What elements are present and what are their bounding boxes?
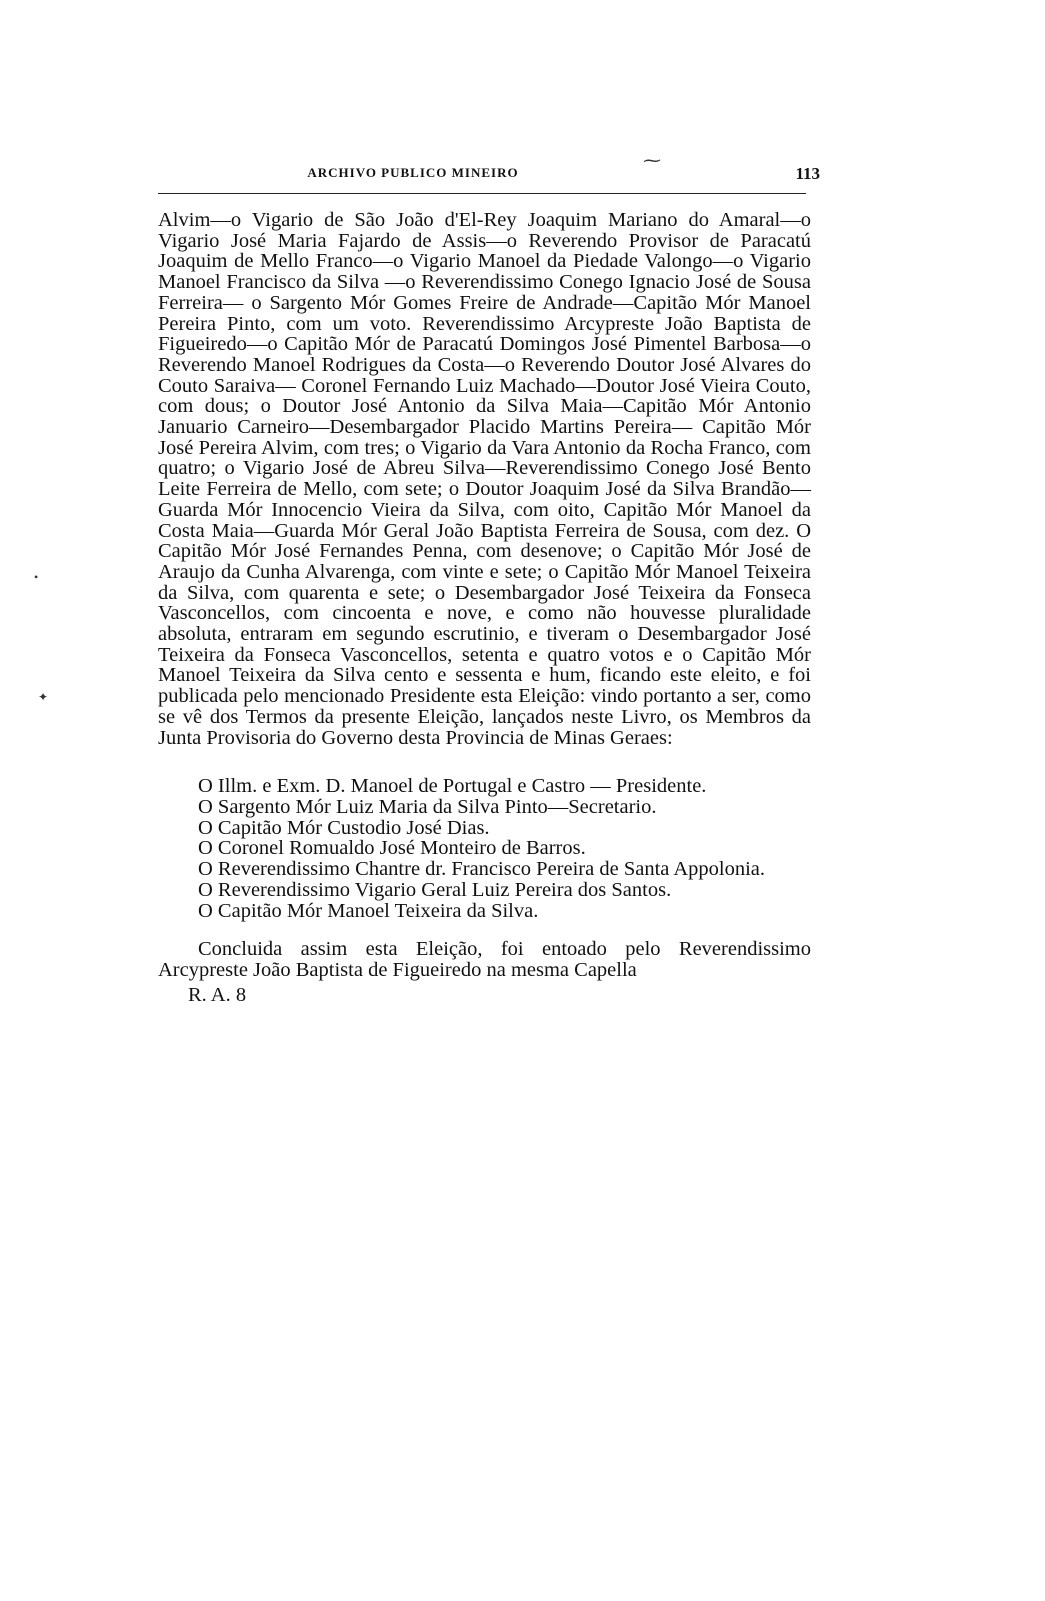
closing-paragraph: Concluida assim esta Eleição, foi entoado pelo Reverendissimo Arcypreste João Baptista de Figueiredo na mesma Capella	[158, 938, 811, 981]
list-item: O Coronel Romualdo José Monteiro de Barros.	[198, 837, 586, 860]
running-title: ARCHIVO PUBLICO MINEIRO	[307, 165, 519, 180]
list-item: O Reverendissimo Chantre dr. Francisco Pereira de Santa Appolonia.	[198, 858, 766, 881]
members-list	[158, 776, 811, 921]
header-rule	[158, 193, 806, 194]
page-number: 113	[795, 164, 820, 183]
list-item: O Capitão Mór Custodio José Dias.	[198, 816, 490, 839]
signature-mark: R. A. 8	[188, 983, 247, 1006]
ornament-icon: ⁓	[643, 150, 661, 170]
main-paragraph: Alvim—o Vigario de São João d'El-Rey Joaquim Mariano do Amaral—o Vigario José Maria Fajardo de Assis—o Reverendo Provisor de Paracatú Joaquim de Mello Franco—o Vigario Manoel da Piedade Valongo—o Vigario Manoel Francisco da Silva —o Reverendissimo Conego Ignacio José de Sousa Ferreira— o Sargento Mór Gomes Freire de Andrade—Capitão Mór Manoel Pereira Pinto, com um voto. Reverendissimo Arcypreste João Baptista de Figueiredo—o Capitão Mór de Paracatú Domingos José Pimentel Barbosa—o Reverendo Manoel Rodrigues da Costa—o Reverendo Doutor José Alvares do Couto Saraiva— Coronel Fernando Luiz Machado—Doutor José Vieira Couto, com dous; o Doutor José Antonio da Silva Maia—Capitão Mór Antonio Januario Carneiro—Desembargador Placido Martins Pereira— Capitão Mór José Pereira Alvim, com tres; o Vigario da Vara Antonio da Rocha Franco, com quatro; o Vigario José de Abreu Silva—Reverendissimo Conego José Bento Leite Ferreira de Mello, com sete; o Doutor Joaquim José da Silva Brandão—Guarda Mór Innocencio Vieira da Silva, com oito, Capitão Mór Manoel da Costa Maia—Guarda Mór Geral João Baptista Ferreira de Sousa, com dez. O Capitão Mór José Fernandes Penna, com desenove; o Capitão Mór José de Araujo da Cunha Alvarenga, com vinte e sete; o Capitão Mór Manoel Teixeira da Silva, com quarenta e sete; o Desembargador José Teixeira da Fonseca Vasconcellos, com cincoenta e nove, e como não houvesse pluralidade absoluta, entraram em segundo escrutinio, e tiveram o Desembargador José Teixeira da Fonseca Vasconcellos, setenta e quatro votos e o Capitão Mór Manoel Teixeira da Silva cento e sessenta e hum, ficando este eleito, e foi publicada pelo mencionado Presidente esta Eleição: vindo portanto a ser, como se vê dos Termos da presente Eleição, lançados neste Livro, os Membros da Junta Provisoria do Governo desta Provincia de Minas Geraes:	[158, 209, 811, 749]
list-item: O Reverendissimo Vigario Geral Luiz Pereira dos Santos.	[198, 878, 672, 901]
body-text	[158, 210, 811, 1005]
margin-mark-icon: ✦	[38, 690, 49, 704]
list-item: O Illm. e Exm. D. Manoel de Portugal e Castro — Presidente.	[198, 775, 707, 798]
list-item: O Sargento Mór Luiz Maria da Silva Pinto—Secretario.	[198, 795, 657, 818]
list-item: O Capitão Mór Manoel Teixeira da Silva.	[198, 899, 539, 922]
margin-dot-icon: •	[34, 570, 39, 584]
page-header	[158, 150, 820, 200]
